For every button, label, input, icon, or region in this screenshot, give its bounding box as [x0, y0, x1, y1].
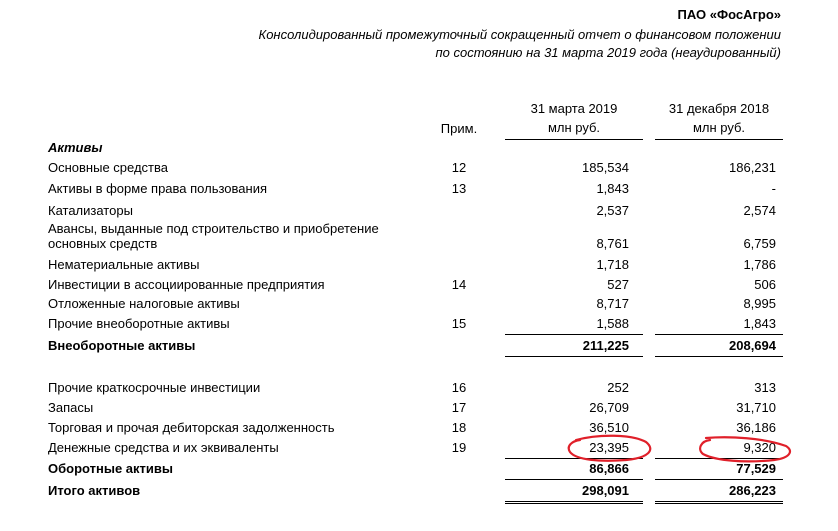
row-label: Денежные средства и их эквиваленты — [48, 440, 279, 455]
section-title-assets: Активы — [48, 140, 103, 155]
row-value-2019: 1,588 — [596, 316, 629, 331]
row-note: 15 — [451, 316, 467, 331]
row-label: Прочие краткосрочные инвестиции — [48, 380, 261, 395]
row-note: 18 — [451, 420, 467, 435]
row-value-2018: 1,843 — [743, 316, 776, 331]
row-label: Итого активов — [48, 483, 141, 498]
row-value-2018: 2,574 — [743, 203, 776, 218]
circle-mark-2018 — [700, 437, 790, 461]
row-label: Нематериальные активы — [48, 257, 200, 272]
row-value-2018: 506 — [754, 277, 776, 292]
row-value-2019: 86,866 — [589, 461, 629, 476]
column-header-note: Прим. — [440, 121, 478, 136]
row-value-2018: 36,186 — [736, 420, 776, 435]
row-value-2018: 186,231 — [729, 160, 776, 175]
column-unit: млн руб. — [692, 120, 746, 135]
row-label: Инвестиции в ассоциированные предприятия — [48, 277, 325, 292]
row-label: Основные средства — [48, 160, 168, 175]
column-unit: млн руб. — [547, 120, 601, 135]
row-value-2019: 252 — [607, 380, 629, 395]
row-label-continued: основных средств — [48, 236, 158, 251]
row-value-2018: 286,223 — [729, 483, 776, 498]
row-label: Отложенные налоговые активы — [48, 296, 240, 311]
row-note: 17 — [451, 400, 467, 415]
row-value-2019: 298,091 — [582, 483, 629, 498]
row-label: Запасы — [48, 400, 94, 415]
row-label: Авансы, выданные под строительство и приобретение — [48, 221, 379, 236]
row-label: Оборотные активы — [48, 461, 173, 476]
row-value-2018: 1,786 — [743, 257, 776, 272]
row-value-2019: 527 — [607, 277, 629, 292]
row-value-2018: 313 — [754, 380, 776, 395]
row-label: Торговая и прочая дебиторская задолженность — [48, 420, 335, 435]
row-value-2019: 2,537 — [596, 203, 629, 218]
row-value-2019: 1,718 — [596, 257, 629, 272]
circle-mark-2019 — [569, 436, 651, 461]
row-value-2019: 23,395 — [589, 440, 629, 455]
row-value-2018: - — [771, 181, 776, 196]
column-date: 31 декабря 2018 — [668, 101, 770, 116]
row-note: 14 — [451, 277, 467, 292]
row-note: 19 — [451, 440, 467, 455]
report-date: по состоянию на 31 марта 2019 года (неаудированный) — [435, 45, 781, 60]
row-note: 16 — [451, 380, 467, 395]
row-label: Прочие внеоборотные активы — [48, 316, 230, 331]
row-value-2019: 36,510 — [589, 420, 629, 435]
row-label: Активы в форме права пользования — [48, 181, 267, 196]
row-value-2018: 6,759 — [743, 236, 776, 251]
row-value-2018: 31,710 — [736, 400, 776, 415]
row-value-2018: 208,694 — [729, 338, 776, 353]
row-value-2019: 8,717 — [596, 296, 629, 311]
row-value-2019: 1,843 — [596, 181, 629, 196]
row-note: 12 — [451, 160, 467, 175]
column-date: 31 марта 2019 — [530, 101, 618, 116]
company-name: ПАО «ФосАгро» — [677, 7, 781, 22]
row-value-2019: 185,534 — [582, 160, 629, 175]
row-value-2018: 8,995 — [743, 296, 776, 311]
row-value-2019: 8,761 — [596, 236, 629, 251]
row-label: Катализаторы — [48, 203, 133, 218]
row-value-2018: 9,320 — [743, 440, 776, 455]
report-title: Консолидированный промежуточный сокращенный отчет о финансовом положении — [258, 27, 781, 42]
row-label: Внеоборотные активы — [48, 338, 196, 353]
row-value-2019: 26,709 — [589, 400, 629, 415]
row-value-2019: 211,225 — [582, 338, 629, 353]
row-note: 13 — [451, 181, 467, 196]
row-value-2018: 77,529 — [736, 461, 776, 476]
